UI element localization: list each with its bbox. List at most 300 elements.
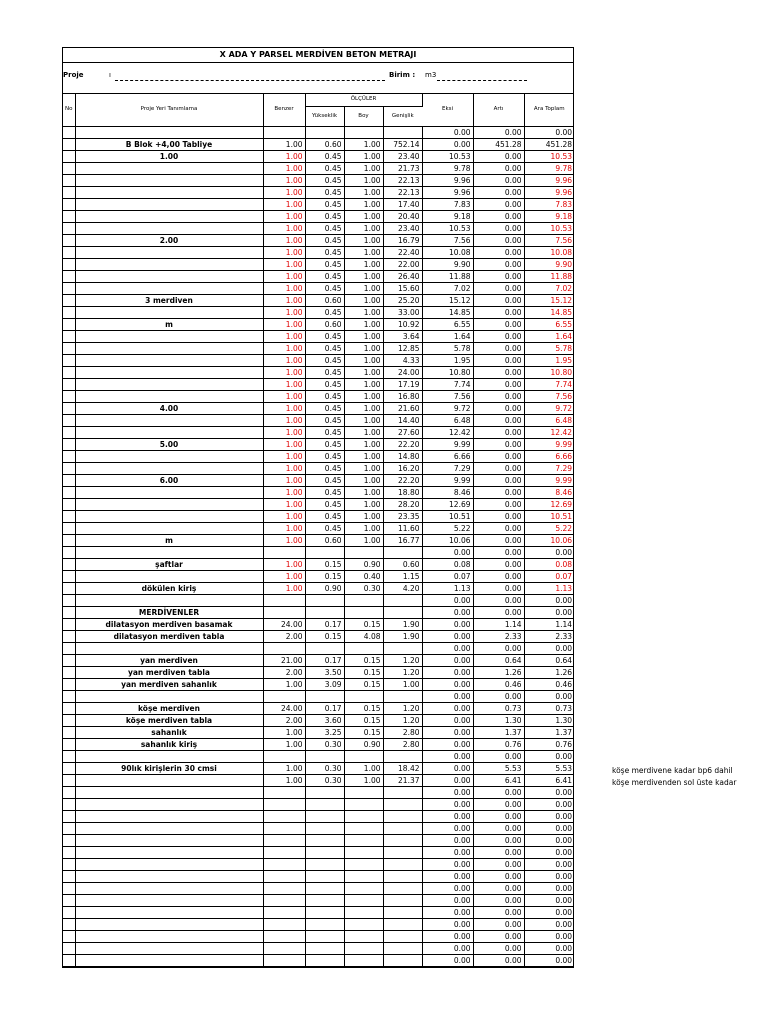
genislik-cell — [383, 546, 422, 558]
no-cell — [63, 654, 75, 666]
yukseklik-cell — [305, 594, 344, 606]
ara-toplam-cell: 0.00 — [524, 942, 574, 954]
no-cell — [63, 222, 75, 234]
genislik-cell — [383, 834, 422, 846]
genislik-cell: 1.90 — [383, 630, 422, 642]
yukseklik-cell: 0.30 — [305, 774, 344, 786]
no-cell — [63, 606, 75, 618]
boy-cell: 1.00 — [344, 450, 383, 462]
ara-toplam-cell: 1.95 — [524, 354, 574, 366]
table-row — [63, 162, 574, 174]
no-cell — [63, 678, 75, 690]
ara-toplam-cell: 6.41 — [524, 774, 574, 786]
eksi-cell: 0.00 — [422, 126, 473, 138]
description-cell — [75, 390, 263, 402]
yukseklik-cell — [305, 942, 344, 954]
description-cell — [75, 126, 263, 138]
ara-toplam-cell: 0.00 — [524, 954, 574, 966]
project-value: ı — [109, 71, 111, 79]
genislik-cell: 2.80 — [383, 738, 422, 750]
description-cell — [75, 414, 263, 426]
genislik-cell — [383, 690, 422, 702]
eksi-cell: 10.51 — [422, 510, 473, 522]
genislik-cell: 1.15 — [383, 570, 422, 582]
yukseklik-cell: 0.45 — [305, 402, 344, 414]
benzer-cell: 1.00 — [263, 762, 305, 774]
no-cell — [63, 906, 75, 918]
eksi-cell: 0.00 — [422, 702, 473, 714]
ara-toplam-cell: 9.96 — [524, 174, 574, 186]
genislik-cell: 752.14 — [383, 138, 422, 150]
genislik-cell: 16.77 — [383, 534, 422, 546]
ara-toplam-cell: 0.00 — [524, 786, 574, 798]
arti-cell: 0.00 — [473, 486, 524, 498]
benzer-cell — [263, 786, 305, 798]
table-row — [63, 654, 574, 666]
genislik-cell: 4.20 — [383, 582, 422, 594]
description-cell — [75, 750, 263, 762]
no-cell — [63, 822, 75, 834]
arti-cell: 0.00 — [473, 366, 524, 378]
description-cell: yan merdiven — [75, 654, 263, 666]
yukseklik-cell: 0.17 — [305, 618, 344, 630]
description-cell: m — [75, 534, 263, 546]
no-cell — [63, 690, 75, 702]
yukseklik-cell — [305, 918, 344, 930]
sheet-title: X ADA Y PARSEL MERDİVEN BETON METRAJI — [63, 48, 573, 63]
ara-toplam-cell: 6.48 — [524, 414, 574, 426]
no-cell — [63, 150, 75, 162]
ara-toplam-cell: 0.00 — [524, 858, 574, 870]
arti-cell: 0.00 — [473, 186, 524, 198]
eksi-cell: 0.00 — [422, 774, 473, 786]
boy-cell — [344, 606, 383, 618]
boy-cell: 1.00 — [344, 138, 383, 150]
table-row — [63, 690, 574, 702]
genislik-cell: 23.40 — [383, 150, 422, 162]
arti-cell: 0.00 — [473, 834, 524, 846]
arti-cell: 0.00 — [473, 954, 524, 966]
ara-toplam-cell: 0.00 — [524, 834, 574, 846]
yukseklik-cell — [305, 786, 344, 798]
table-row — [63, 594, 574, 606]
table-body — [63, 126, 574, 966]
table-row — [63, 798, 574, 810]
arti-cell: 0.00 — [473, 126, 524, 138]
genislik-cell: 22.20 — [383, 474, 422, 486]
table-row — [63, 330, 574, 342]
ara-toplam-cell: 9.99 — [524, 474, 574, 486]
note-1: köşe merdivene kadar bp6 dahil — [612, 766, 733, 775]
yukseklik-cell: 0.45 — [305, 246, 344, 258]
table-row — [63, 570, 574, 582]
yukseklik-cell: 0.45 — [305, 450, 344, 462]
no-cell — [63, 510, 75, 522]
eksi-cell: 10.08 — [422, 246, 473, 258]
ara-toplam-cell: 7.83 — [524, 198, 574, 210]
yukseklik-cell: 0.45 — [305, 222, 344, 234]
ara-toplam-cell: 0.00 — [524, 810, 574, 822]
description-cell: 1.00 — [75, 150, 263, 162]
description-cell: yan merdiven sahanlık — [75, 678, 263, 690]
no-cell — [63, 774, 75, 786]
yukseklik-cell — [305, 834, 344, 846]
boy-cell: 1.00 — [344, 186, 383, 198]
boy-cell — [344, 690, 383, 702]
no-cell — [63, 198, 75, 210]
no-cell — [63, 474, 75, 486]
table-row — [63, 558, 574, 570]
eksi-cell: 0.00 — [422, 738, 473, 750]
eksi-cell: 5.78 — [422, 342, 473, 354]
arti-cell: 0.00 — [473, 594, 524, 606]
table-row — [63, 510, 574, 522]
boy-cell: 0.40 — [344, 570, 383, 582]
boy-cell — [344, 786, 383, 798]
yukseklik-cell: 0.15 — [305, 570, 344, 582]
description-cell — [75, 810, 263, 822]
genislik-cell: 22.13 — [383, 186, 422, 198]
boy-cell — [344, 810, 383, 822]
header-description: Proje Yeri Tanımlama — [75, 94, 263, 126]
ara-toplam-cell: 0.00 — [524, 870, 574, 882]
boy-cell: 1.00 — [344, 762, 383, 774]
ara-toplam-cell: 9.90 — [524, 258, 574, 270]
ara-toplam-cell: 7.02 — [524, 282, 574, 294]
arti-cell: 0.00 — [473, 498, 524, 510]
genislik-cell: 14.40 — [383, 414, 422, 426]
table-row — [63, 918, 574, 930]
eksi-cell: 0.00 — [422, 714, 473, 726]
boy-cell: 1.00 — [344, 198, 383, 210]
boy-cell: 1.00 — [344, 498, 383, 510]
table-row — [63, 198, 574, 210]
description-cell — [75, 774, 263, 786]
table-row — [63, 954, 574, 966]
no-cell — [63, 282, 75, 294]
benzer-cell — [263, 906, 305, 918]
genislik-cell: 28.20 — [383, 498, 422, 510]
benzer-cell: 1.00 — [263, 366, 305, 378]
header-eksi: Eksi — [422, 94, 473, 126]
boy-cell: 1.00 — [344, 534, 383, 546]
arti-cell: 0.00 — [473, 438, 524, 450]
eksi-cell: 10.53 — [422, 150, 473, 162]
description-cell — [75, 846, 263, 858]
header-no: No — [63, 94, 75, 126]
description-cell: dilatasyon merdiven tabla — [75, 630, 263, 642]
arti-cell: 0.00 — [473, 258, 524, 270]
arti-cell: 0.00 — [473, 894, 524, 906]
table-row — [63, 306, 574, 318]
header-benzer: Benzer — [263, 94, 305, 126]
table-row — [63, 150, 574, 162]
eksi-cell: 0.00 — [422, 726, 473, 738]
benzer-cell — [263, 954, 305, 966]
genislik-cell: 21.60 — [383, 402, 422, 414]
yukseklik-cell — [305, 870, 344, 882]
description-cell — [75, 426, 263, 438]
boy-cell — [344, 834, 383, 846]
description-cell — [75, 834, 263, 846]
boy-cell: 1.00 — [344, 342, 383, 354]
ara-toplam-cell: 9.72 — [524, 402, 574, 414]
no-cell — [63, 570, 75, 582]
boy-cell: 0.15 — [344, 678, 383, 690]
boy-cell: 1.00 — [344, 378, 383, 390]
table-row — [63, 210, 574, 222]
ara-toplam-cell: 0.64 — [524, 654, 574, 666]
yukseklik-cell — [305, 810, 344, 822]
arti-cell: 0.64 — [473, 654, 524, 666]
benzer-cell: 1.00 — [263, 174, 305, 186]
benzer-cell: 1.00 — [263, 234, 305, 246]
description-cell — [75, 870, 263, 882]
no-cell — [63, 306, 75, 318]
yukseklik-cell: 0.45 — [305, 474, 344, 486]
arti-cell: 0.00 — [473, 822, 524, 834]
yukseklik-cell: 0.45 — [305, 462, 344, 474]
ara-toplam-cell: 5.22 — [524, 522, 574, 534]
unit-label: Birim : — [389, 71, 416, 79]
table-row — [63, 450, 574, 462]
table-row — [63, 642, 574, 654]
arti-cell: 6.41 — [473, 774, 524, 786]
boy-cell — [344, 642, 383, 654]
boy-cell: 1.00 — [344, 414, 383, 426]
table-row — [63, 702, 574, 714]
yukseklik-cell: 3.25 — [305, 726, 344, 738]
eksi-cell: 9.72 — [422, 402, 473, 414]
table-row — [63, 390, 574, 402]
arti-cell: 0.00 — [473, 942, 524, 954]
no-cell — [63, 186, 75, 198]
boy-cell: 4.08 — [344, 630, 383, 642]
benzer-cell — [263, 606, 305, 618]
yukseklik-cell: 0.60 — [305, 294, 344, 306]
unit-value: m3 — [425, 71, 437, 79]
genislik-cell — [383, 942, 422, 954]
genislik-cell: 1.20 — [383, 666, 422, 678]
table-row — [63, 630, 574, 642]
eksi-cell: 0.00 — [422, 930, 473, 942]
yukseklik-cell: 0.45 — [305, 414, 344, 426]
eksi-cell: 0.00 — [422, 678, 473, 690]
eksi-cell: 0.00 — [422, 690, 473, 702]
genislik-cell: 1.90 — [383, 618, 422, 630]
benzer-cell: 1.00 — [263, 522, 305, 534]
no-cell — [63, 870, 75, 882]
genislik-cell: 22.40 — [383, 246, 422, 258]
ara-toplam-cell: 12.69 — [524, 498, 574, 510]
description-cell: 90lık kirişlerin 30 cmsi — [75, 762, 263, 774]
table-row — [63, 378, 574, 390]
no-cell — [63, 402, 75, 414]
arti-cell: 0.00 — [473, 906, 524, 918]
ara-toplam-cell: 1.30 — [524, 714, 574, 726]
boy-cell — [344, 858, 383, 870]
arti-cell: 0.00 — [473, 858, 524, 870]
description-cell: dökülen kiriş — [75, 582, 263, 594]
benzer-cell — [263, 834, 305, 846]
no-cell — [63, 858, 75, 870]
arti-cell: 1.30 — [473, 714, 524, 726]
genislik-cell — [383, 930, 422, 942]
table-row — [63, 366, 574, 378]
yukseklik-cell: 0.45 — [305, 270, 344, 282]
no-cell — [63, 666, 75, 678]
description-cell — [75, 858, 263, 870]
header-arti: Artı — [473, 94, 524, 126]
benzer-cell: 1.00 — [263, 438, 305, 450]
arti-cell: 1.26 — [473, 666, 524, 678]
description-cell: B Blok +4,00 Tabliye — [75, 138, 263, 150]
no-cell — [63, 234, 75, 246]
boy-cell: 1.00 — [344, 330, 383, 342]
benzer-cell: 1.00 — [263, 426, 305, 438]
ara-toplam-cell: 10.53 — [524, 150, 574, 162]
genislik-cell — [383, 858, 422, 870]
table-row — [63, 234, 574, 246]
yukseklik-cell: 0.30 — [305, 738, 344, 750]
eksi-cell: 7.74 — [422, 378, 473, 390]
ara-toplam-cell: 10.08 — [524, 246, 574, 258]
arti-cell: 0.00 — [473, 150, 524, 162]
benzer-cell: 1.00 — [263, 138, 305, 150]
benzer-cell — [263, 642, 305, 654]
genislik-cell — [383, 642, 422, 654]
arti-cell: 0.00 — [473, 270, 524, 282]
description-cell — [75, 246, 263, 258]
ara-toplam-cell: 0.00 — [524, 846, 574, 858]
yukseklik-cell: 0.45 — [305, 282, 344, 294]
no-cell — [63, 330, 75, 342]
arti-cell: 0.73 — [473, 702, 524, 714]
eksi-cell: 0.08 — [422, 558, 473, 570]
boy-cell: 1.00 — [344, 210, 383, 222]
description-cell: MERDİVENLER — [75, 606, 263, 618]
eksi-cell: 7.29 — [422, 462, 473, 474]
eksi-cell: 12.42 — [422, 426, 473, 438]
header-yukseklik: Yükseklik — [305, 106, 344, 126]
no-cell — [63, 702, 75, 714]
project-underline — [115, 73, 385, 81]
table-row — [63, 858, 574, 870]
benzer-cell: 1.00 — [263, 342, 305, 354]
boy-cell: 1.00 — [344, 162, 383, 174]
ara-toplam-cell: 0.00 — [524, 642, 574, 654]
ara-toplam-cell: 7.29 — [524, 462, 574, 474]
yukseklik-cell: 0.45 — [305, 486, 344, 498]
arti-cell: 0.00 — [473, 402, 524, 414]
genislik-cell: 27.60 — [383, 426, 422, 438]
yukseklik-cell: 0.30 — [305, 762, 344, 774]
table-row — [63, 414, 574, 426]
no-cell — [63, 810, 75, 822]
boy-cell: 0.15 — [344, 618, 383, 630]
ara-toplam-cell: 11.88 — [524, 270, 574, 282]
eksi-cell: 0.00 — [422, 606, 473, 618]
no-cell — [63, 522, 75, 534]
eksi-cell: 0.00 — [422, 942, 473, 954]
boy-cell: 0.15 — [344, 714, 383, 726]
eksi-cell: 9.99 — [422, 438, 473, 450]
eksi-cell: 7.83 — [422, 198, 473, 210]
eksi-cell: 9.96 — [422, 174, 473, 186]
boy-cell: 1.00 — [344, 246, 383, 258]
description-cell: yan merdiven tabla — [75, 666, 263, 678]
no-cell — [63, 162, 75, 174]
no-cell — [63, 942, 75, 954]
yukseklik-cell: 3.60 — [305, 714, 344, 726]
yukseklik-cell — [305, 846, 344, 858]
eksi-cell: 15.12 — [422, 294, 473, 306]
benzer-cell: 1.00 — [263, 450, 305, 462]
benzer-cell: 1.00 — [263, 150, 305, 162]
yukseklik-cell: 0.45 — [305, 330, 344, 342]
boy-cell — [344, 822, 383, 834]
table-row — [63, 474, 574, 486]
arti-cell: 0.00 — [473, 534, 524, 546]
eksi-cell: 0.00 — [422, 786, 473, 798]
yukseklik-cell: 0.45 — [305, 150, 344, 162]
table-row — [63, 258, 574, 270]
boy-cell — [344, 954, 383, 966]
yukseklik-cell: 0.45 — [305, 390, 344, 402]
description-cell: sahanlık — [75, 726, 263, 738]
ara-toplam-cell: 7.74 — [524, 378, 574, 390]
no-cell — [63, 246, 75, 258]
no-cell — [63, 174, 75, 186]
eksi-cell: 0.00 — [422, 750, 473, 762]
table-row — [63, 354, 574, 366]
arti-cell: 0.00 — [473, 246, 524, 258]
benzer-cell: 1.00 — [263, 510, 305, 522]
benzer-cell: 2.00 — [263, 630, 305, 642]
description-cell — [75, 906, 263, 918]
ara-toplam-cell: 0.46 — [524, 678, 574, 690]
no-cell — [63, 414, 75, 426]
genislik-cell — [383, 786, 422, 798]
yukseklik-cell: 0.45 — [305, 510, 344, 522]
yukseklik-cell — [305, 606, 344, 618]
table-row — [63, 666, 574, 678]
ara-toplam-cell: 15.12 — [524, 294, 574, 306]
ara-toplam-cell: 5.78 — [524, 342, 574, 354]
genislik-cell: 17.19 — [383, 378, 422, 390]
no-cell — [63, 378, 75, 390]
genislik-cell: 16.79 — [383, 234, 422, 246]
ara-toplam-cell: 9.78 — [524, 162, 574, 174]
eksi-cell: 5.22 — [422, 522, 473, 534]
no-cell — [63, 138, 75, 150]
benzer-cell: 21.00 — [263, 654, 305, 666]
yukseklik-cell: 0.45 — [305, 378, 344, 390]
benzer-cell: 1.00 — [263, 306, 305, 318]
arti-cell: 0.00 — [473, 558, 524, 570]
arti-cell: 0.00 — [473, 522, 524, 534]
description-cell — [75, 822, 263, 834]
eksi-cell: 1.64 — [422, 330, 473, 342]
genislik-cell: 4.33 — [383, 354, 422, 366]
description-cell: sahanlık kiriş — [75, 738, 263, 750]
table-row — [63, 138, 574, 150]
ara-toplam-cell: 0.00 — [524, 798, 574, 810]
benzer-cell: 1.00 — [263, 378, 305, 390]
benzer-cell: 1.00 — [263, 498, 305, 510]
benzer-cell: 1.00 — [263, 774, 305, 786]
ara-toplam-cell: 0.08 — [524, 558, 574, 570]
